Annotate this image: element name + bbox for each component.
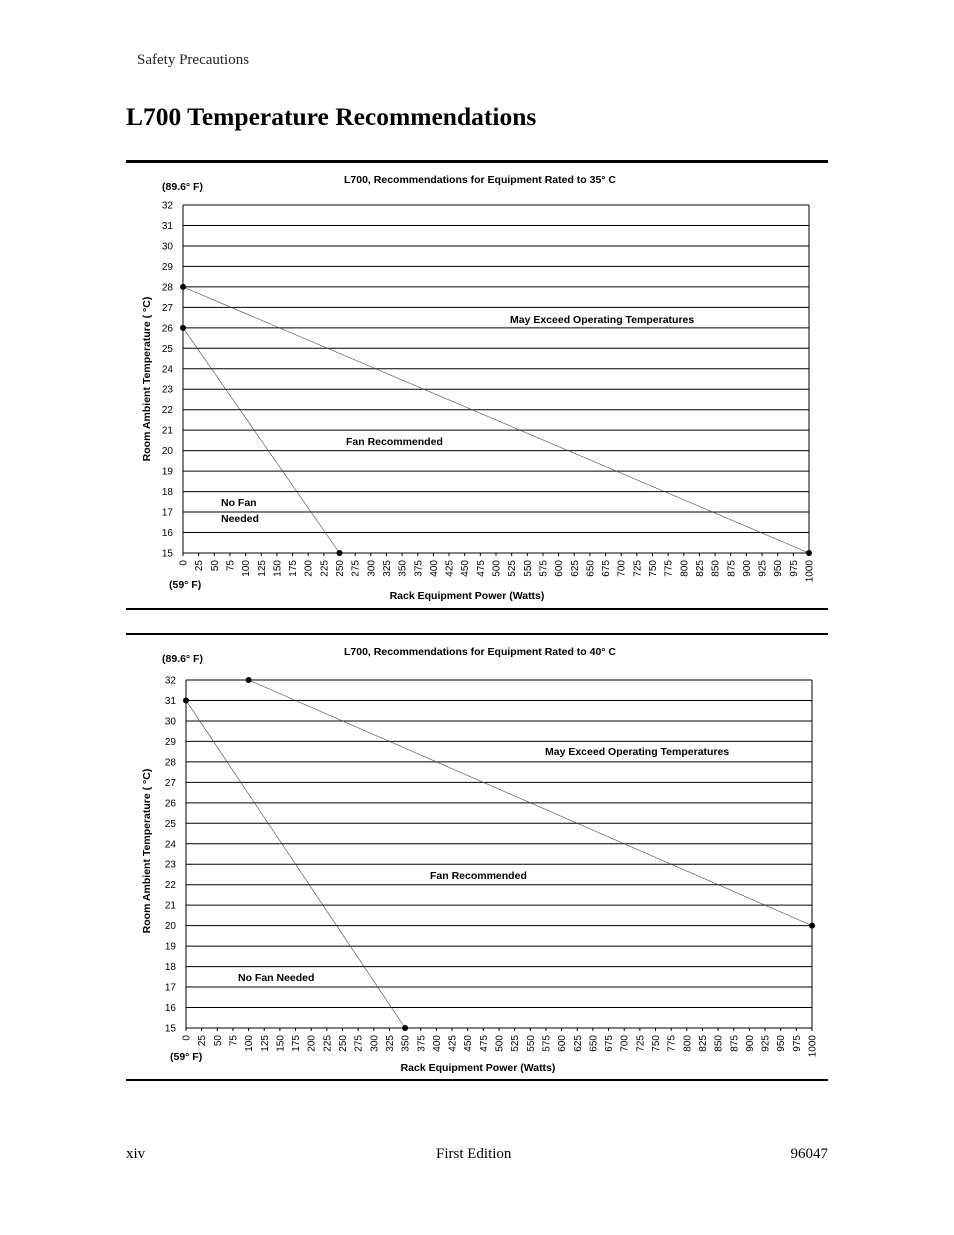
footer-document-number: 96047 [790,1146,828,1162]
x-tick-label: 975 [788,560,800,577]
y-tick-label: 28 [164,757,176,769]
x-tick-label: 450 [463,1035,475,1052]
region-label-no-fan-line2: Needed [221,513,259,525]
x-tick-label: 675 [601,560,613,577]
y-tick-label: 31 [161,220,173,232]
x-tick-label: 550 [522,560,534,577]
x-tick-label: 150 [275,1035,287,1052]
y-tick-label: 30 [161,241,173,253]
x-tick-label: 75 [228,1035,240,1047]
y-tick-label: 25 [161,343,173,355]
x-tick-label: 50 [212,1035,224,1047]
x-tick-label: 475 [475,560,487,577]
y-tick-label: 22 [164,880,176,892]
x-tick-label: 225 [319,560,331,577]
y-tick-label: 19 [164,941,176,953]
y-tick-label: 27 [161,302,173,314]
y-tick-label: 24 [164,839,176,851]
x-tick-label: 375 [413,560,425,577]
y-axis-label: Room Ambient Temperature ( °C) [141,296,153,462]
x-tick-label: 550 [525,1035,537,1052]
x-tick-label: 750 [651,1035,662,1052]
y-tick-label: 29 [161,261,173,273]
chart-40c [126,635,828,1080]
region-label-exceed: May Exceed Operating Temperatures [545,746,730,758]
x-tick-label: 900 [744,1035,756,1052]
x-tick-label: 125 [259,1035,271,1052]
y-tick-label: 26 [164,798,176,810]
y-tick-label: 20 [161,446,173,458]
y-axis-label: Room Ambient Temperature ( °C) [141,768,153,934]
x-tick-label: 825 [697,1035,709,1052]
y-tick-label: 30 [164,716,176,728]
threshold-line-2 [183,328,340,553]
x-tick-label: 350 [400,1035,412,1052]
x-tick-label: 800 [679,560,691,577]
x-tick-label: 425 [447,1035,459,1052]
x-tick-label: 950 [776,1035,788,1052]
x-tick-label: 625 [572,1035,584,1052]
x-tick-label: 50 [209,560,221,572]
y-top-note: (89.6° F) [162,181,203,193]
x-tick-label: 625 [569,560,581,577]
x-tick-label: 925 [760,1035,772,1052]
x-tick-label: 75 [225,560,237,572]
x-tick-label: 100 [244,1035,256,1052]
x-tick-label: 225 [322,1035,334,1052]
x-tick-label: 850 [713,1035,725,1052]
x-tick-label: 450 [460,560,472,577]
x-tick-label: 525 [507,560,519,577]
x-tick-label: 575 [538,560,550,577]
y-tick-label: 24 [161,364,173,376]
y-tick-label: 28 [161,282,173,294]
x-tick-label: 475 [478,1035,490,1052]
x-tick-label: 1000 [807,1035,819,1058]
x-tick-label: 600 [554,560,566,577]
y-tick-label: 25 [164,818,176,830]
y-tick-label: 15 [161,548,173,560]
x-tick-label: 675 [604,1035,616,1052]
x-tick-label: 0 [181,1035,193,1041]
x-tick-label: 275 [350,560,362,577]
x-tick-label: 650 [588,1035,600,1052]
y-tick-label: 26 [161,323,173,335]
y-tick-label: 18 [161,487,173,499]
y-tick-label: 29 [164,736,176,748]
y-tick-label: 19 [161,466,173,478]
x-tick-label: 825 [694,560,706,577]
x-tick-label: 750 [648,560,659,577]
chart-title: L700, Recommendations for Equipment Rated to 35° C [344,174,616,186]
x-tick-label: 525 [510,1035,522,1052]
x-tick-label: 900 [741,560,753,577]
x-tick-label: 800 [682,1035,694,1052]
x-bottom-note: (59° F) [169,579,202,591]
y-tick-label: 16 [164,1003,176,1015]
x-tick-label: 175 [291,1035,303,1052]
data-point [180,284,186,290]
chart-2-bottom-rule [126,1079,828,1081]
y-tick-label: 22 [161,405,173,417]
x-tick-label: 300 [366,560,378,577]
data-point [246,677,252,683]
x-tick-label: 250 [338,1035,349,1052]
x-tick-label: 375 [416,1035,428,1052]
y-tick-label: 32 [161,200,173,212]
x-axis-label: Rack Equipment Power (Watts) [400,1062,556,1074]
y-top-note: (89.6° F) [162,653,203,665]
x-tick-label: 125 [256,560,268,577]
x-tick-label: 350 [397,560,409,577]
x-tick-label: 275 [353,1035,365,1052]
x-tick-label: 500 [491,560,503,577]
y-tick-label: 18 [164,962,176,974]
chart-title: L700, Recommendations for Equipment Rated to 40° C [344,646,616,658]
region-label-fan-recommended: Fan Recommended [346,436,443,448]
x-tick-label: 875 [726,560,738,577]
x-tick-label: 200 [306,1035,318,1052]
x-tick-label: 575 [541,1035,553,1052]
y-tick-label: 23 [161,384,173,396]
region-label-no-fan: No Fan [221,497,257,509]
x-tick-label: 100 [241,560,253,577]
x-tick-label: 25 [197,1035,209,1047]
x-tick-label: 725 [632,560,644,577]
x-tick-label: 850 [710,560,722,577]
x-tick-label: 700 [616,560,628,577]
footer-edition: First Edition [436,1146,512,1162]
section-label: Safety Precautions [137,52,250,68]
region-label-fan-recommended: Fan Recommended [430,870,527,882]
data-point [809,923,815,929]
x-tick-label: 600 [557,1035,569,1052]
region-label-no-fan: No Fan Needed [238,972,315,984]
y-tick-label: 17 [164,982,176,994]
x-tick-label: 325 [381,560,393,577]
x-tick-label: 1000 [804,560,816,583]
x-tick-label: 150 [272,560,284,577]
y-tick-label: 27 [164,777,176,789]
x-axis-label: Rack Equipment Power (Watts) [389,590,545,602]
x-tick-label: 775 [666,1035,678,1052]
x-tick-label: 25 [194,560,206,572]
x-tick-label: 175 [288,560,300,577]
x-tick-label: 700 [619,1035,631,1052]
x-tick-label: 950 [773,560,785,577]
x-tick-label: 250 [335,560,346,577]
region-label-exceed: May Exceed Operating Temperatures [510,314,695,326]
x-tick-label: 875 [729,1035,741,1052]
y-tick-label: 21 [161,425,173,437]
chart-1-bottom-rule [126,608,828,610]
x-tick-label: 775 [663,560,675,577]
data-point [180,325,186,331]
threshold-line-1 [183,287,809,553]
chart-35c [126,163,828,608]
y-tick-label: 32 [164,675,176,687]
y-tick-label: 16 [161,528,173,540]
x-bottom-note: (59° F) [170,1051,203,1063]
x-tick-label: 325 [384,1035,396,1052]
x-tick-label: 925 [757,560,769,577]
x-tick-label: 400 [428,560,440,577]
x-tick-label: 425 [444,560,456,577]
y-tick-label: 15 [164,1023,176,1035]
y-tick-label: 20 [164,921,176,933]
y-tick-label: 17 [161,507,173,519]
x-tick-label: 975 [791,1035,803,1052]
y-tick-label: 31 [164,695,176,707]
data-point [183,697,189,703]
x-tick-label: 725 [635,1035,647,1052]
x-tick-label: 400 [431,1035,443,1052]
x-tick-label: 0 [178,560,190,566]
x-tick-label: 200 [303,560,315,577]
y-tick-label: 21 [164,900,176,912]
page-title: L700 Temperature Recommendations [126,102,537,131]
x-tick-label: 300 [369,1035,381,1052]
x-tick-label: 500 [494,1035,506,1052]
footer-page-number: xiv [126,1146,146,1162]
x-tick-label: 650 [585,560,597,577]
y-tick-label: 23 [164,859,176,871]
